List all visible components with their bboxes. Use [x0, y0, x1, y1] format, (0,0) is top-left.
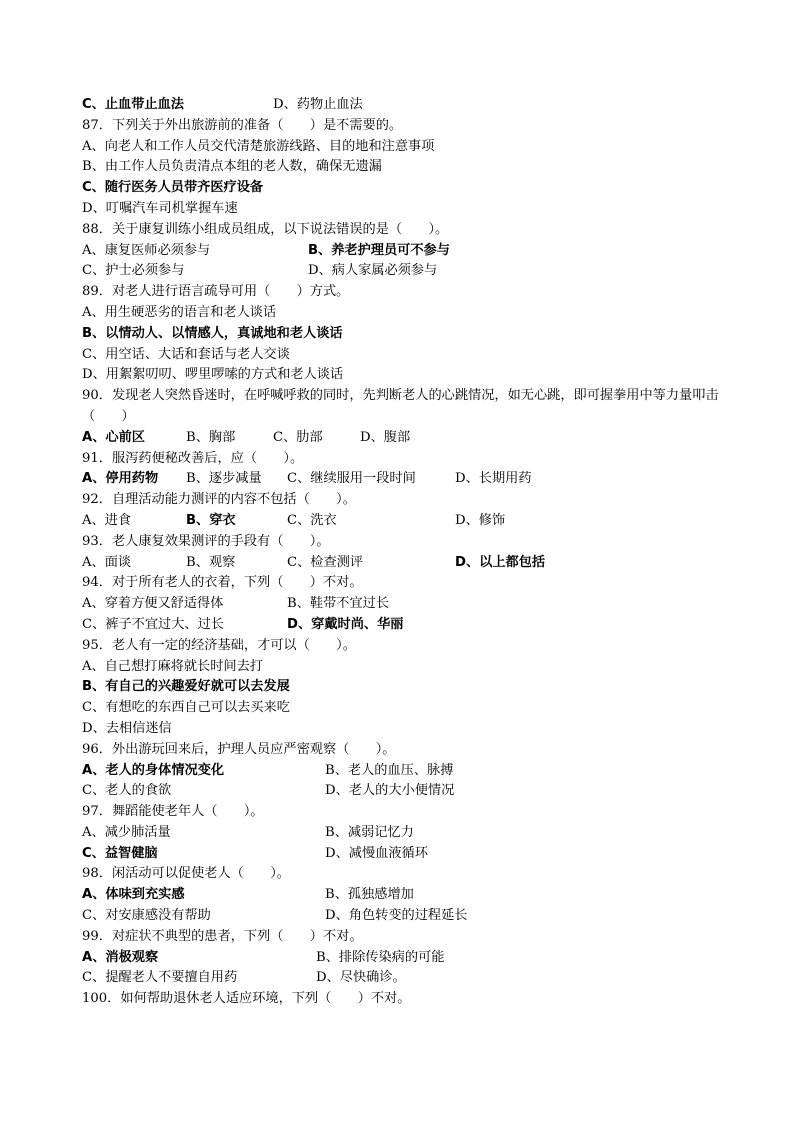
question-text: 91．服泻药便秘改善后，应（ ）。 — [82, 450, 304, 466]
option-line — [82, 511, 722, 532]
option-line — [82, 657, 722, 678]
option-text: C、护士必须参与 — [82, 263, 185, 279]
option-text: B、胸部 — [186, 429, 236, 445]
option-text: B、排除传染病的可能 — [316, 949, 445, 965]
option-text: D、减慢血液循环 — [325, 845, 428, 861]
option-text: D、修饰 — [455, 512, 506, 528]
option-line — [82, 261, 722, 282]
question-line — [82, 573, 722, 594]
question-text: 98．闲活动可以促使老人（ ）。 — [82, 866, 290, 882]
question-text: 95．老人有一定的经济基础，才可以（ ）。 — [82, 637, 356, 653]
question-line — [82, 989, 722, 1010]
option-line — [82, 906, 722, 927]
option-text: A、自己想打麻将就长时间去打 — [82, 658, 263, 674]
option-line — [82, 303, 722, 324]
question-text: 92．自理活动能力测评的内容不包括（ ）。 — [82, 492, 356, 508]
option-line — [82, 615, 722, 636]
question-text: 93．老人康复效果测评的手段有（ ）。 — [82, 533, 330, 549]
option-text: C、对安康感没有帮助 — [82, 908, 211, 924]
option-text: A、康复医师必须参与 — [82, 242, 211, 258]
option-line — [82, 948, 722, 969]
option-text: C、有想吃的东西自己可以去买来吃 — [82, 700, 290, 716]
option-text: C、用空话、大话和套话与老人交谈 — [82, 346, 290, 362]
option-line — [82, 781, 722, 802]
option-text: A、进食 — [82, 512, 132, 528]
option-line — [82, 968, 722, 989]
option-text: B、减弱记忆力 — [325, 824, 414, 840]
option-text: B、鞋带不宜过长 — [287, 596, 390, 612]
question-line — [82, 220, 722, 241]
option-text: A、减少肺活量 — [82, 824, 171, 840]
question-line — [82, 490, 722, 511]
question-text: 90．发现老人突然昏迷时，在呼喊呼救的同时，先判断老人的心跳情况，如无心跳，即可握拳用中等力量叩击（ ） — [82, 388, 719, 424]
question-text: 89．对老人进行语言疏导可用（ ）方式。 — [82, 284, 350, 300]
option-text: C、肋部 — [273, 429, 323, 445]
question-line — [82, 116, 722, 137]
option-text: B、逐步减量 — [186, 471, 262, 487]
option-line — [82, 885, 722, 906]
option-text: D、老人的大小便情况 — [325, 783, 455, 799]
option-text: D、去相信迷信 — [82, 720, 172, 736]
question-line — [82, 927, 722, 948]
option-line — [82, 345, 722, 366]
option-text: D、叮嘱汽车司机掌握车速 — [82, 200, 238, 216]
option-text: A、心前区 — [82, 429, 145, 445]
option-line — [82, 95, 722, 116]
question-text: 88．关于康复训练小组成员组成，以下说法错误的是（ ）。 — [82, 221, 449, 237]
option-text: A、向老人和工作人员交代清楚旅游线路、目的地和注意事项 — [82, 138, 435, 154]
option-text: B、观察 — [186, 554, 236, 570]
question-text: 100．如何帮助退休老人适应环境，下列（ ）不对。 — [82, 991, 411, 1007]
option-text: D、穿戴时尚、华丽 — [287, 616, 404, 632]
option-line — [82, 157, 722, 178]
option-text: C、止血带止血法 — [82, 97, 184, 112]
option-text: A、体味到充实感 — [82, 887, 185, 903]
option-line — [82, 137, 722, 158]
option-text: C、洗衣 — [287, 512, 337, 528]
question-line — [82, 864, 722, 885]
option-text: D、以上都包括 — [455, 554, 546, 570]
option-text: B、老人的血压、脉搏 — [325, 762, 454, 778]
option-text: C、益智健脑 — [82, 845, 158, 861]
option-text: C、随行医务人员带齐医疗设备 — [82, 180, 264, 196]
option-line — [82, 698, 722, 719]
option-text: C、继续服用一段时间 — [287, 471, 416, 487]
option-text: A、面谈 — [82, 554, 132, 570]
option-line — [82, 428, 722, 449]
option-line — [82, 178, 722, 199]
option-text: B、养老护理员可不参与 — [308, 242, 450, 258]
option-line — [82, 553, 722, 574]
option-text: D、尽快确诊。 — [316, 970, 406, 986]
option-text: D、病人家属必须参与 — [308, 263, 438, 279]
question-line — [82, 449, 722, 470]
option-text: C、检查测评 — [287, 554, 364, 570]
option-text: D、药物止血法 — [273, 97, 363, 112]
option-line — [82, 199, 722, 220]
option-line — [82, 823, 722, 844]
option-text: B、由工作人员负责清点本组的老人数，确保无遗漏 — [82, 159, 382, 175]
question-line — [82, 740, 722, 761]
question-text: 97．舞蹈能使老年人（ ）。 — [82, 804, 264, 820]
option-line — [82, 761, 722, 782]
question-line — [82, 282, 722, 303]
option-text: B、孤独感增加 — [325, 887, 414, 903]
question-text: 87．下列关于外出旅游前的准备（ ）是不需要的。 — [82, 117, 403, 133]
option-line — [82, 324, 722, 345]
exam-page — [82, 95, 722, 1010]
option-text: B、以情动人、以情感人，真诚地和老人谈话 — [82, 325, 343, 341]
option-text: D、长期用药 — [455, 471, 532, 487]
option-text: B、穿衣 — [186, 512, 236, 528]
option-text: A、消极观察 — [82, 949, 159, 965]
option-line — [82, 365, 722, 386]
question-line — [82, 386, 722, 428]
option-text: C、提醒老人不要擅自用药 — [82, 970, 238, 986]
option-line — [82, 677, 722, 698]
option-text: C、裤子不宜过大、过长 — [82, 616, 224, 632]
question-text: 96．外出游玩回来后，护理人员应严密观察（ ）。 — [82, 741, 396, 757]
option-text: A、穿着方便又舒适得体 — [82, 596, 224, 612]
option-text: D、用絮絮叨叨、啰里啰嗦的方式和老人谈话 — [82, 367, 344, 383]
question-line — [82, 636, 722, 657]
option-text: C、老人的食欲 — [82, 783, 172, 799]
option-text: A、停用药物 — [82, 471, 159, 487]
option-text: B、有自己的兴趣爱好就可以去发展 — [82, 679, 290, 695]
option-line — [82, 241, 722, 262]
option-line — [82, 594, 722, 615]
question-line — [82, 802, 722, 823]
option-line — [82, 719, 722, 740]
option-text: D、腹部 — [360, 429, 411, 445]
option-text: D、角色转变的过程延长 — [325, 908, 468, 924]
option-text: A、用生硬恶劣的语言和老人谈话 — [82, 304, 277, 320]
question-line — [82, 532, 722, 553]
option-line — [82, 469, 722, 490]
question-text: 99．对症状不典型的患者，下列（ ）不对。 — [82, 928, 363, 944]
option-text: A、老人的身体情况变化 — [82, 762, 225, 778]
option-line — [82, 844, 722, 865]
question-text: 94．对于所有老人的衣着，下列（ ）不对。 — [82, 575, 363, 591]
